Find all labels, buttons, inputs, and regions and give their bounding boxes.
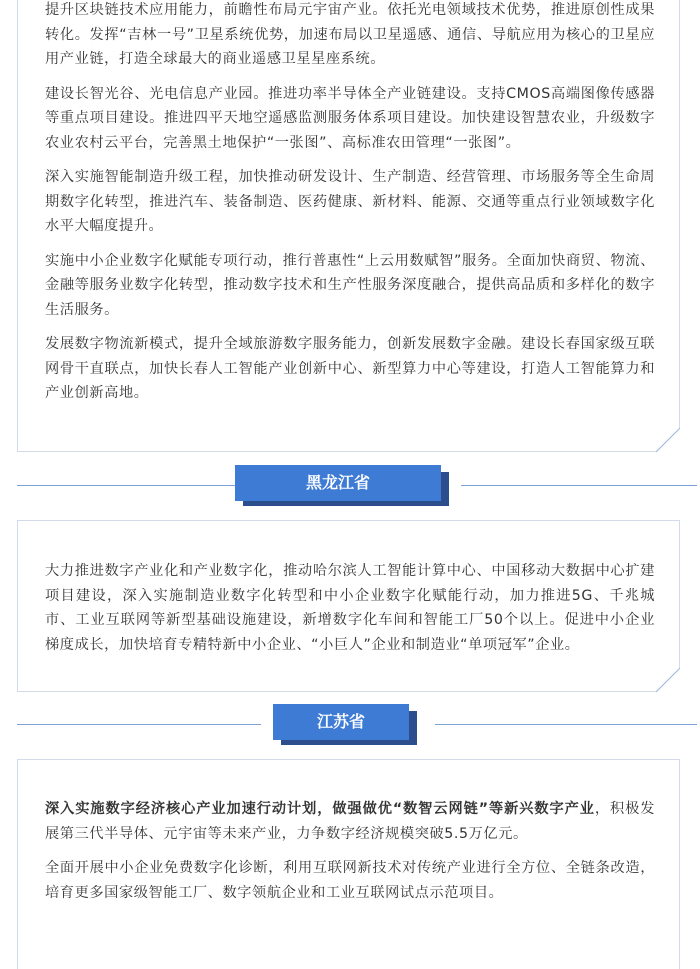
corner-fold-icon xyxy=(656,668,680,692)
paragraph: 建设长智光谷、光电信息产业园。推进功率半导体全产业链建设。支持CMOS高端图像传感器等重点项目建设。推进四平天地空遥感监测服务体系项目建设。加快建设智慧农业，升级数字农业农村云平台，完善黑土地保护“一张图”、高标准农田管理“一张图”。 xyxy=(45,85,655,151)
jilin-content-card xyxy=(17,0,680,452)
paragraph: 大力推进数字产业化和产业数字化，推动哈尔滨人工智能计算中心、中国移动大数据中心扩建项目建设，深入实施制造业数字化转型和中小企业数字化赋能行动，加力推进5G、千兆城市、工业互联网等新型基础设施建设，新增数字化车间和智能工厂50个以上。促进中小企业梯度成长，加快培育专精特新中小企业、“小巨人”企业和制造业“单项冠军”企业。 xyxy=(45,563,655,653)
section-title: 黑龙江省 xyxy=(235,465,441,501)
section-divider-heilongjiang xyxy=(17,464,697,508)
paragraph: 提升区块链技术应用能力，前瞻性布局元宇宙产业。依托光电领域技术优势，推进原创性成果转化。发挥“吉林一号”卫星系统优势，加速布局以卫星遥感、通信、导航应用为核心的卫星应用产业链，打造全球最大的商业遥感卫星星座系统。 xyxy=(45,2,655,67)
section-divider-jiangsu xyxy=(17,703,697,747)
section-title: 江苏省 xyxy=(273,704,409,740)
paragraph xyxy=(45,797,655,846)
heilongjiang-content-card xyxy=(17,520,680,692)
paragraph: 全面开展中小企业免费数字化诊断，利用互联网新技术对传统产业进行全方位、全链条改造，培育更多国家级智能工厂、数字领航企业和工业互联网试点示范项目。 xyxy=(45,860,655,901)
paragraph: 深入实施智能制造升级工程，加快推动研发设计、生产制造、经营管理、市场服务等全生命周期数字化转型，推进汽车、装备制造、医药健康、新材料、能源、交通等重点行业领域数字化水平大幅度提升。 xyxy=(45,169,655,234)
jiangsu-content-card xyxy=(17,759,680,969)
paragraph: 发展数字物流新模式，提升全域旅游数字服务能力，创新发展数字金融。建设长春国家级互联网骨干直联点，加快长春人工智能产业创新中心、新型算力中心等建设，打造人工智能算力和产业创新高地。 xyxy=(45,336,655,401)
corner-fold-icon xyxy=(656,428,680,452)
paragraph-text: ，积极发展第三代半导体、元宇宙等未来产业，力争数字经济规模突破5.5万亿元。 xyxy=(45,801,656,842)
paragraph: 实施中小企业数字化赋能专项行动，推行普惠性“上云用数赋智”服务。全面加快商贸、物流、金融等服务业数字化转型，推动数字技术和生产性服务深度融合，提供高品质和多样化的数字生活服务。 xyxy=(45,252,655,318)
bold-lead-text: 深入实施数字经济核心产业加速行动计划，做强做优“数智云网链”等新兴数字产业 xyxy=(45,801,595,817)
